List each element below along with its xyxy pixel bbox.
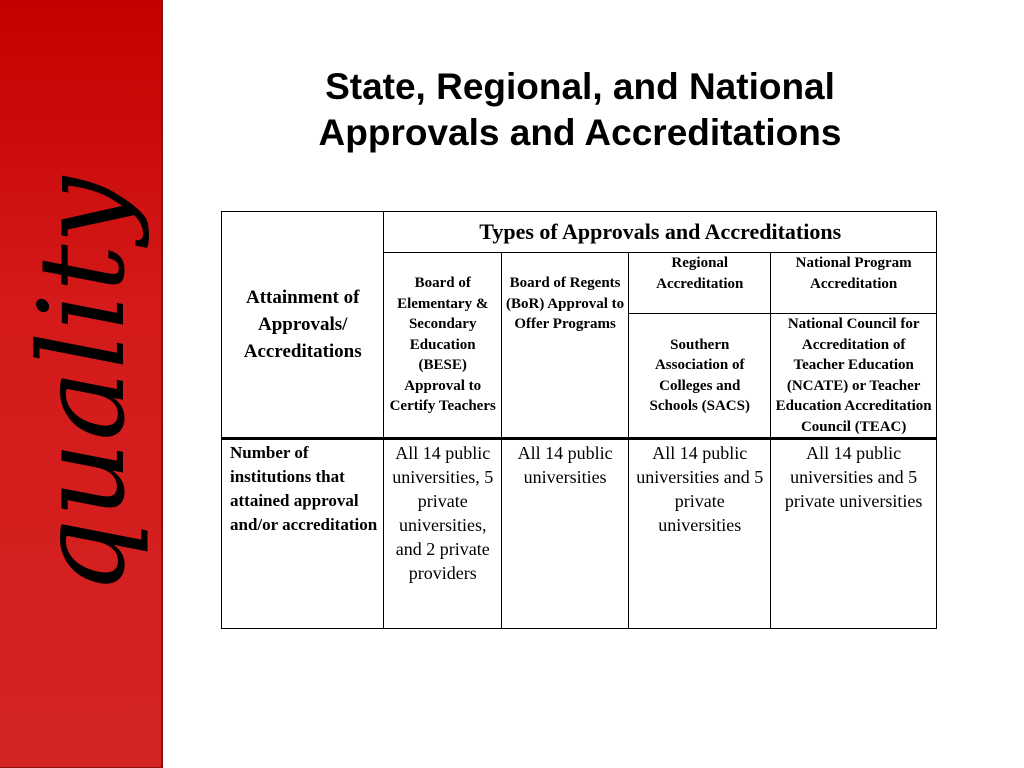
accreditations-table [221, 211, 937, 629]
page-title-line1: State, Regional, and National [325, 66, 835, 107]
row-header-attainment: Attainment of Approvals/ Accreditations [222, 212, 384, 439]
sidebar-word-quality: quality [13, 175, 151, 595]
data-cell-regional: All 14 public universities and 5 private universities [629, 439, 771, 629]
data-cell-national: All 14 public universities and 5 private universities [771, 439, 937, 629]
col-detail-sacs: Southern Association of Colleges and Schools (SACS) [629, 314, 771, 439]
table-row [222, 439, 937, 629]
page-title [220, 64, 940, 156]
page-title-line2: Approvals and Accreditations [318, 112, 842, 153]
data-row-label: Number of institutions that attained approval and/or accreditation [222, 439, 384, 629]
types-header: Types of Approvals and Accreditations [384, 212, 937, 253]
col-detail-ncate-teac: National Council for Accreditation of Teacher Education (NCATE) or Teacher Education Accreditation Council (TEAC) [771, 314, 937, 439]
data-cell-bese: All 14 public universities, 5 private universities, and 2 private providers [384, 439, 502, 629]
data-cell-bor: All 14 public universities [502, 439, 629, 629]
col-header-bese: Board of Elementary & Secondary Education (BESE) Approval to Certify Teachers [384, 253, 502, 439]
sidebar-banner [0, 0, 163, 768]
col-header-bor: Board of Regents (BoR) Approval to Offer Programs [502, 253, 629, 439]
col-header-regional: Regional Accreditation [629, 253, 771, 314]
table-header-row [222, 212, 937, 253]
col-header-national: National Program Accreditation [771, 253, 937, 314]
